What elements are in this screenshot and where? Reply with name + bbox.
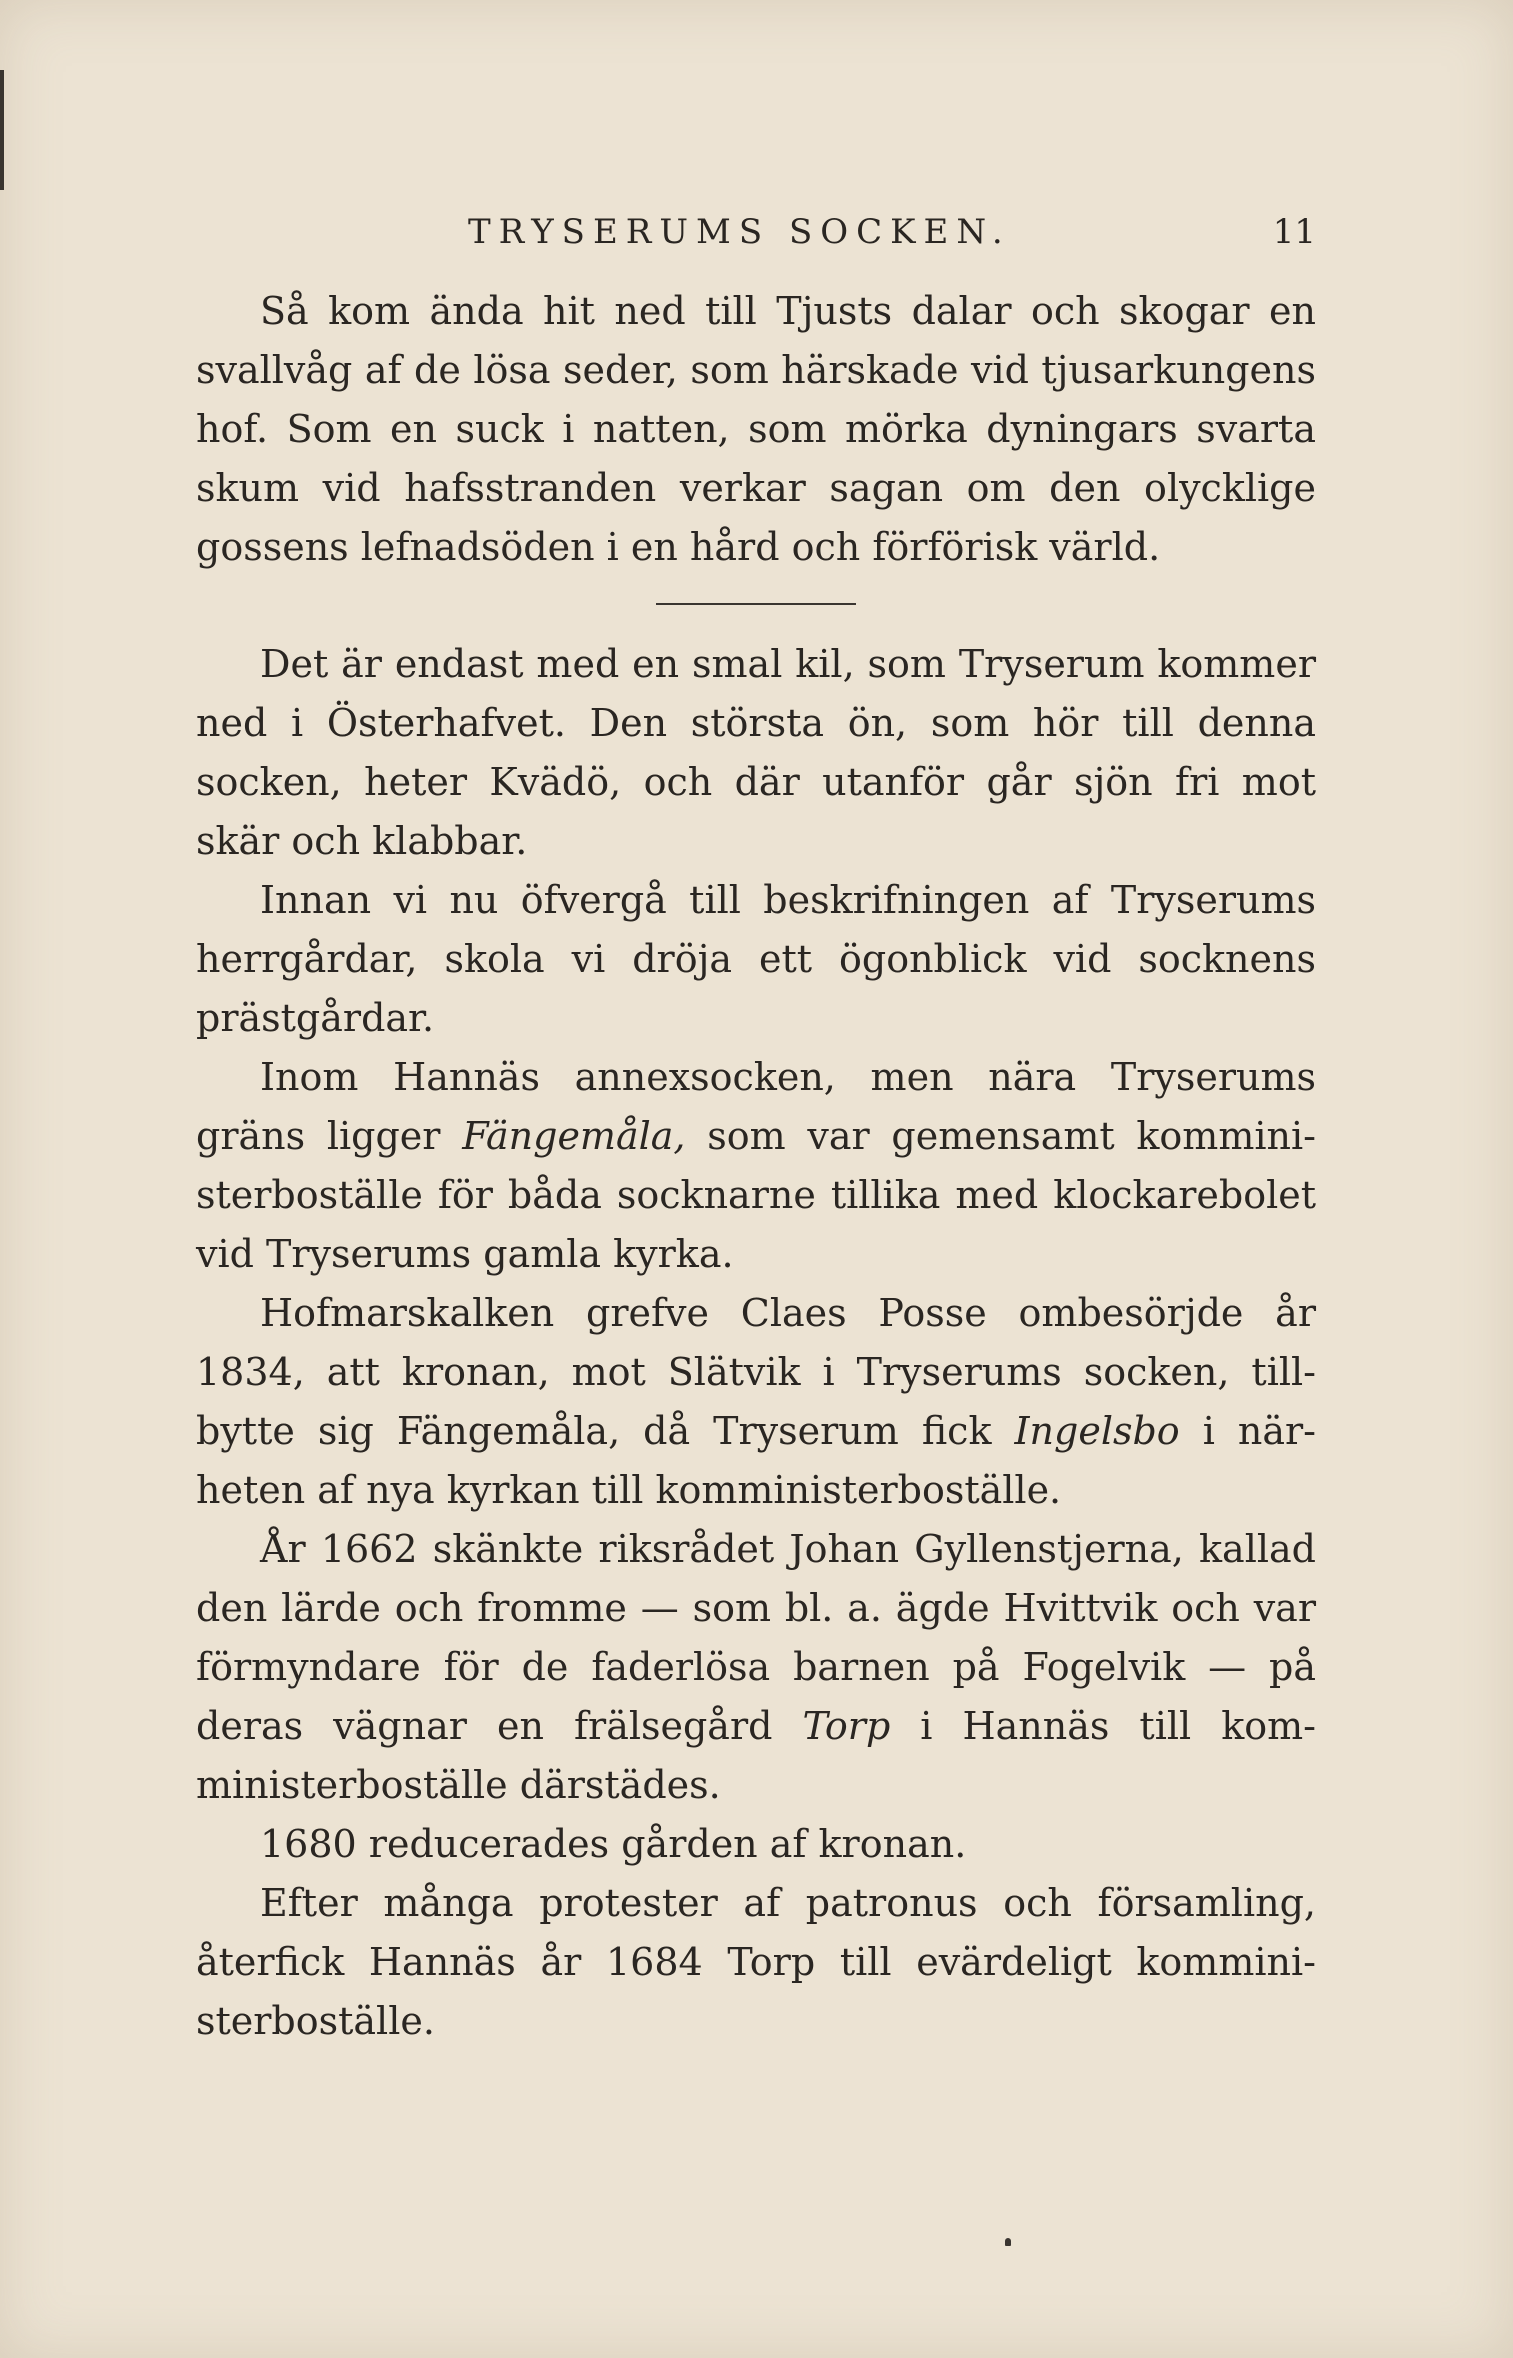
paragraph-5	[196, 1284, 1316, 1520]
printer-mark	[1005, 2238, 1011, 2246]
paragraph-2: Det är endast med en smal kil, som Tryserum kommer ned i Österhafvet. Den största ön, som hör till denna socken, heter Kvädö, och där utanför går sjön fri mot skär och klabbar.	[196, 642, 1316, 863]
place-name-fangemala: Fängemåla,	[462, 1114, 686, 1158]
paragraph-8: Efter många protester af patronus och församling, återfick Hannäs år 1684 Torp till evärdeligt komministerboställe.	[196, 1881, 1316, 2043]
paragraph-5-text-a: Hofmarskalken grefve Claes Posse ombesörjde år 1834, att kronan, mot Slätvik i Tryserums socken, tillbytte sig Fängemåla, då Tryserum fick	[196, 1291, 1316, 1453]
paragraph-5-text-b: i närheten af nya kyrkan till komministerboställe.	[196, 1409, 1317, 1512]
binding-shadow	[0, 70, 4, 190]
page-header	[196, 212, 1316, 262]
paragraph-6	[196, 1520, 1316, 1815]
paragraph-4-text-a: Inom Hannäs annexsocken, men nära Tryserums gräns ligger	[196, 1055, 1316, 1158]
paragraph-4-text-b: som var gemensamt komministerboställe för båda socknarne tillika med klockarebolet vid Tryserums gamla kyrka.	[196, 1114, 1316, 1276]
place-name-torp: Torp	[802, 1704, 891, 1748]
paragraph-3: Innan vi nu öfvergå till beskrifningen af Tryserums herrgårdar, skola vi dröja ett ögonblick vid socknens prästgårdar.	[196, 878, 1316, 1040]
page-number: 11	[1272, 212, 1316, 252]
place-name-ingelsbo: Ingelsbo	[1014, 1409, 1180, 1453]
paragraph-6-text-b: i Hannäs till komministerboställe därstädes.	[196, 1704, 1316, 1807]
paragraph-6-text-a: År 1662 skänkte riksrådet Johan Gyllenstjerna, kallad den lärde och fromme — som bl. a. ägde Hvittvik och var förmyndare för de faderlösa barnen på Fogelvik — på deras vägnar en frälsegård	[196, 1527, 1316, 1748]
body-text	[196, 282, 1316, 2051]
paragraph-7: 1680 reducerades gården af kronan.	[260, 1822, 967, 1866]
running-title: TRYSERUMS SOCKEN.	[468, 212, 1011, 252]
paragraph-4	[196, 1048, 1316, 1284]
section-divider	[656, 603, 856, 605]
paragraph-1: Så kom ända hit ned till Tjusts dalar och skogar en svallvåg af de lösa seder, som härskade vid tjusarkungens hof. Som en suck i natten, som mörka dyningars svarta skum vid hafsstranden verkar sagan om den olycklige gossens lefnadsöden i en hård och förförisk värld.	[196, 289, 1316, 569]
